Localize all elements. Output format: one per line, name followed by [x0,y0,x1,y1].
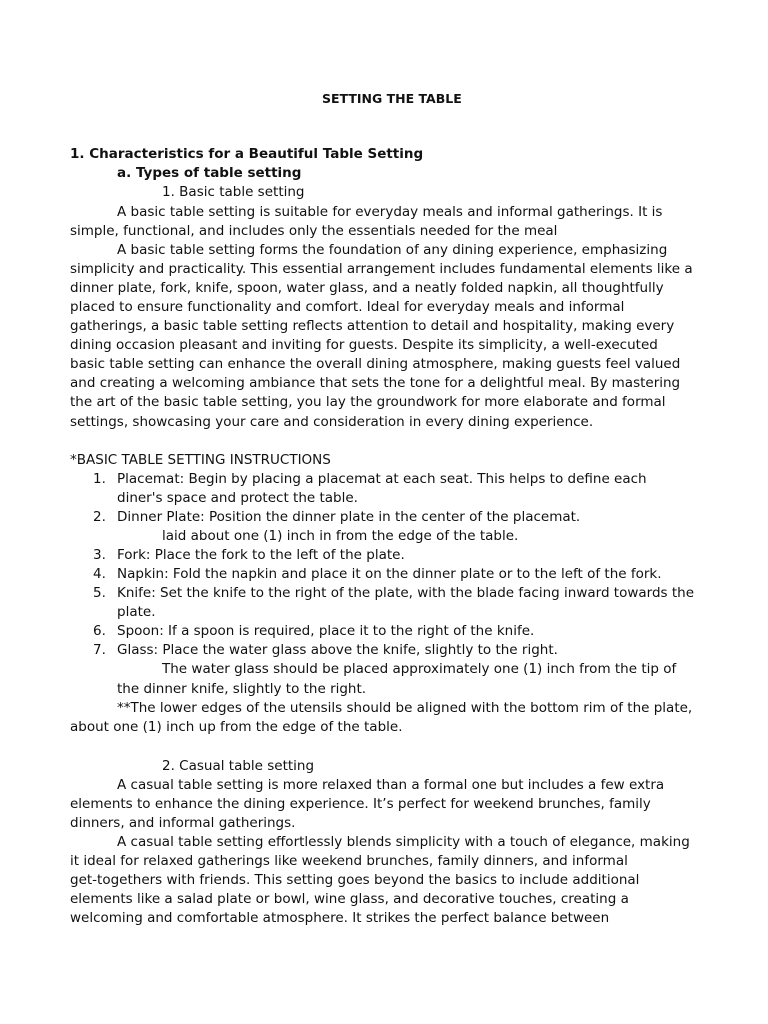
list-number: 4. [93,566,106,582]
list-item-line: Napkin: Fold the napkin and place it on the dinner plate or to the left of the fork. [117,566,662,582]
list-number: 3. [93,547,106,563]
paragraph-line: simplicity and practicality. This essential arrangement includes fundamental elements like a [70,261,693,277]
paragraph-line: settings, showcasing your care and consideration in every dining experience. [70,414,594,430]
instructions-heading: *BASIC TABLE SETTING INSTRUCTIONS [70,452,331,468]
paragraph-line: placed to ensure functionality and comfort. Ideal for everyday meals and informal [70,299,625,315]
page-title: SETTING THE TABLE [322,91,462,106]
paragraph-line: and creating a welcoming ambiance that sets the tone for a delightful meal. By mastering [70,375,681,391]
paragraph-line: welcoming and comfortable atmosphere. It strikes the perfect balance between [70,910,610,926]
paragraph-line: it ideal for relaxed gatherings like weekend brunches, family dinners, and informal [70,853,628,869]
note-line: the dinner knife, slightly to the right. [117,681,367,697]
casual-setting-heading: 2. Casual table setting [162,758,315,774]
paragraph-line: elements like a salad plate or bowl, wine glass, and decorative touches, creating a [70,891,629,907]
list-item-line: Placemat: Begin by placing a placemat at each seat. This helps to define each [117,471,647,487]
list-number: 2. [93,509,106,525]
list-number: 7. [93,642,106,658]
note-line: about one (1) inch up from the edge of the table. [70,719,403,735]
list-number: 1. [93,471,106,487]
paragraph-line: simple, functional, and includes only the essentials needed for the meal [70,223,558,239]
list-number: 5. [93,585,106,601]
paragraph-line: dining occasion pleasant and inviting for guests. Despite its simplicity, a well-executed [70,337,658,353]
paragraph-line: dinners, and informal gatherings. [70,815,296,831]
paragraph-line: A casual table setting is more relaxed than a formal one but includes a few extra [117,777,665,793]
paragraph-line: get-togethers with friends. This setting goes beyond the basics to include additional [70,872,640,888]
paragraph-line: basic table setting can enhance the overall dining atmosphere, making guests feel valued [70,356,681,372]
section-heading: 1. Characteristics for a Beautiful Table Setting [70,146,424,162]
note-line: laid about one (1) inch in from the edge of the table. [162,528,519,544]
paragraph-line: elements to enhance the dining experience. It’s perfect for weekend brunches, family [70,796,651,812]
paragraph-line: dinner plate, fork, knife, spoon, water glass, and a neatly folded napkin, all thoughtfully [70,280,664,296]
note-line: The water glass should be placed approximately one (1) inch from the tip of [162,661,677,677]
paragraph-line: A basic table setting is suitable for everyday meals and informal gatherings. It is [117,204,663,220]
note-line: **The lower edges of the utensils should be aligned with the bottom rim of the plate, [117,700,693,716]
list-item-line: Spoon: If a spoon is required, place it to the right of the knife. [117,623,535,639]
list-item-line: Glass: Place the water glass above the knife, slightly to the right. [117,642,558,658]
paragraph-line: A basic table setting forms the foundation of any dining experience, emphasizing [117,242,668,258]
list-item-line: Fork: Place the fork to the left of the plate. [117,547,405,563]
list-item-line: Dinner Plate: Position the dinner plate in the center of the placemat. [117,509,581,525]
subsection-heading: a. Types of table setting [117,165,302,181]
paragraph-line: the art of the basic table setting, you lay the groundwork for more elaborate and formal [70,394,666,410]
list-item-line: plate. [117,604,156,620]
paragraph-line: A casual table setting effortlessly blends simplicity with a touch of elegance, making [117,834,690,850]
list-item-line: diner's space and protect the table. [117,490,358,506]
list-item-line: Knife: Set the knife to the right of the plate, with the blade facing inward towards the [117,585,695,601]
paragraph-line: gatherings, a basic table setting reflects attention to detail and hospitality, making every [70,318,675,334]
basic-setting-heading: 1. Basic table setting [162,184,305,200]
list-number: 6. [93,623,106,639]
